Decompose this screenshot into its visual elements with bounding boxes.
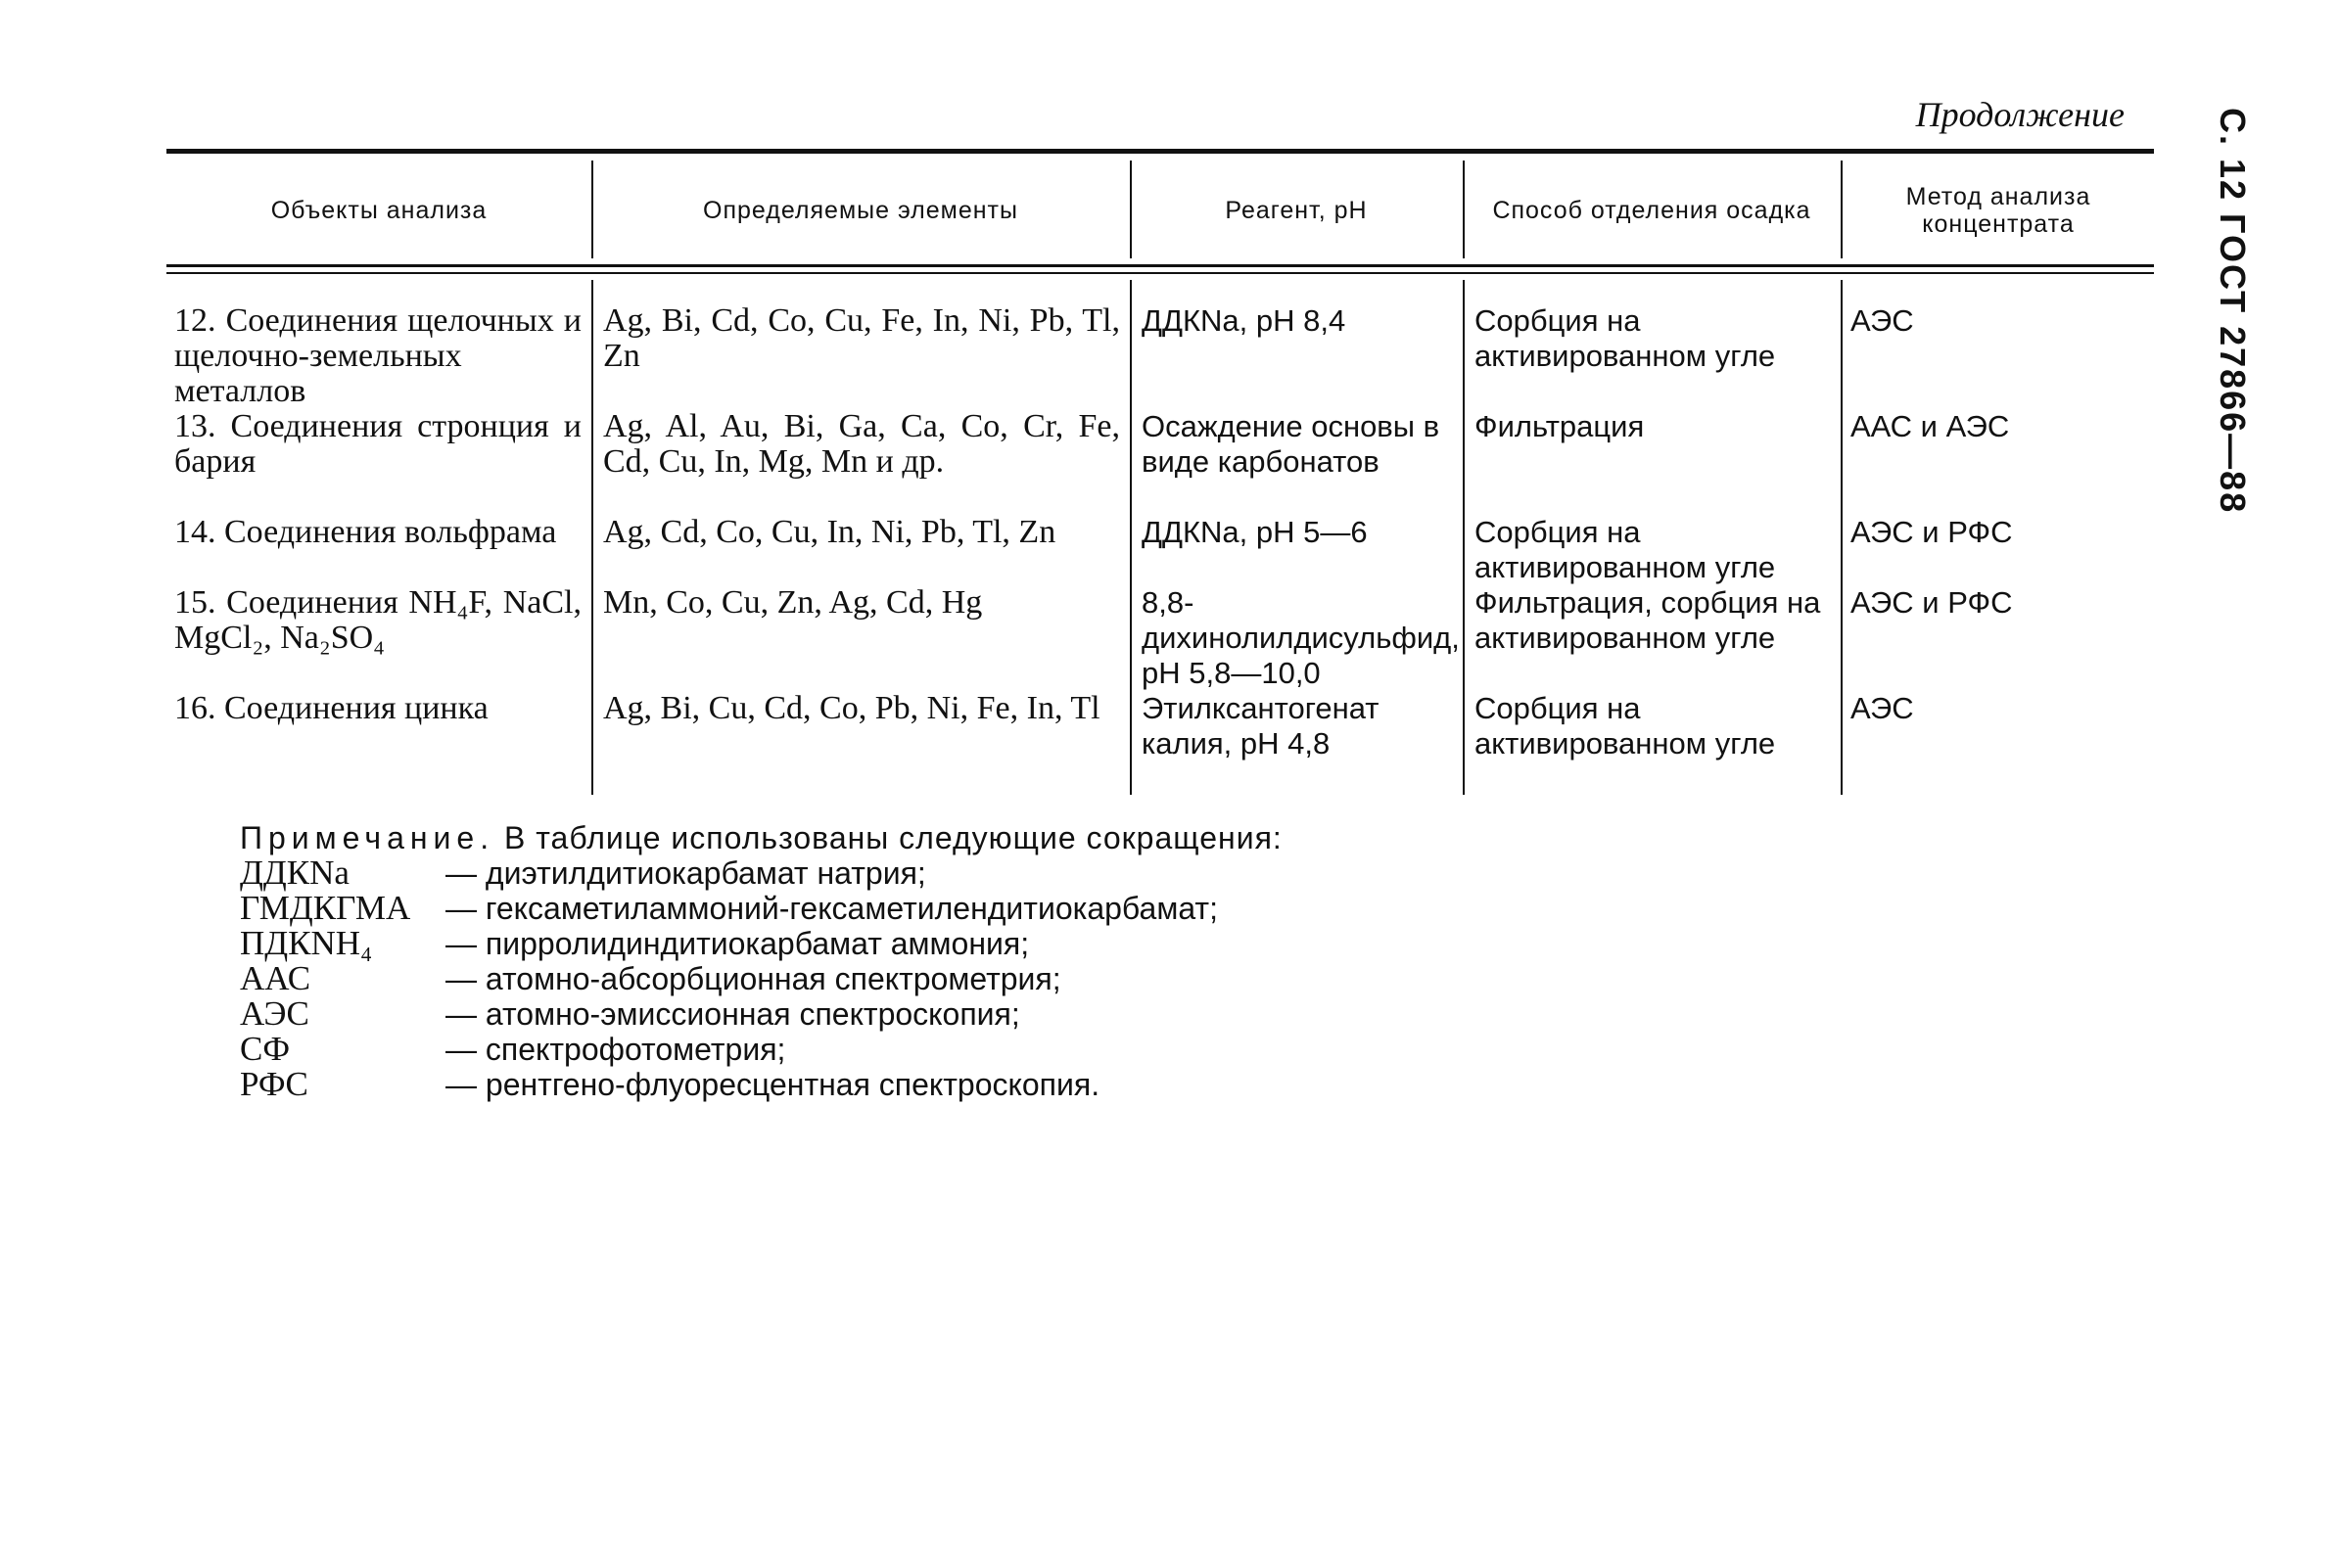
column-divider-2-body (1130, 280, 1132, 795)
note-title (240, 820, 1513, 855)
abbreviation-term: ААС (240, 959, 311, 997)
abbreviation-definition: — атомно-эмиссионная спектроскопия; (445, 996, 1020, 1032)
cell-method: АЭС и РФС (1850, 515, 2013, 549)
abbreviation-item (240, 1067, 1513, 1102)
cell-reagent: 8,8-дихинолилдисульфид, pH 5,8—10,0 (1142, 585, 1460, 690)
header-elements: Определяемые элементы (703, 197, 1018, 224)
cell-method: АЭС (1850, 691, 1914, 725)
abbreviation-term: РФС (240, 1065, 308, 1103)
abbreviation-definition: — атомно-абсорбционная спектрометрия; (445, 961, 1061, 996)
abbreviation-term: ДДКNa (240, 853, 350, 892)
cell-object: 15. Соединения NH₄F, NaCl, MgCl₂, Na₂SO₄ (174, 584, 582, 656)
table-top-rule (166, 149, 2154, 154)
cell-separation: Сорбция на активированном угле (1474, 515, 1776, 584)
abbreviation-term: СФ (240, 1030, 290, 1068)
continued-label: Продолжение (1915, 95, 2125, 134)
header-objects: Объекты анализа (270, 197, 488, 224)
header-separation: Способ отделения осадка (1492, 197, 1811, 224)
cell-reagent: Осаждение основы в виде карбонатов (1142, 409, 1440, 479)
cell-elements: Mn, Co, Cu, Zn, Ag, Cd, Hg (603, 584, 983, 621)
header-bottom-rule (166, 264, 2154, 267)
abbreviation-term: ГМДКГМА (240, 889, 411, 927)
header-bottom-rule-2 (166, 272, 2154, 274)
cell-separation: Фильтрация, сорбция на активированном угле (1474, 585, 1821, 655)
abbreviation-item (240, 961, 1513, 996)
note-title-rest: В таблице использованы следующие сокращения: (504, 820, 1283, 855)
cell-method: АЭС и РФС (1850, 585, 2013, 620)
abbreviation-definition: — рентгено-флуоресцентная спектроскопия. (445, 1067, 1100, 1102)
abbreviation-item (240, 1032, 1513, 1067)
abbreviations-note (240, 820, 1513, 1102)
note-title-word: Примечание. (240, 820, 495, 855)
cell-separation: Сорбция на активированном угле (1474, 303, 1776, 373)
cell-reagent: ДДКNa, pH 5—6 (1142, 515, 1368, 549)
header-method: Метод анализа концентрата (1905, 183, 2091, 238)
abbreviation-definition: — пирролидиндитиокарбамат аммония; (445, 926, 1030, 961)
cell-reagent: Этилксантогенат калия, pH 4,8 (1142, 691, 1379, 761)
abbreviation-item (240, 855, 1513, 891)
cell-elements: Ag, Al, Au, Bi, Ga, Ca, Co, Cr, Fe, Cd, Cu, In, Mg, Mn и др. (603, 408, 1120, 480)
page-number-standard-label: С. 12 ГОСТ 27866—88 (2213, 108, 2253, 515)
cell-elements: Ag, Bi, Cd, Co, Cu, Fe, In, Ni, Pb, Tl, Zn (603, 302, 1120, 374)
column-divider-3-body (1463, 280, 1465, 795)
cell-object: 13. Соединения стронция и бария (174, 408, 582, 480)
cell-object: 12. Соединения щелочных и щелочно-земельных металлов (174, 302, 582, 409)
abbreviation-definition: — спектрофотометрия; (445, 1032, 786, 1067)
cell-object: 14. Соединения вольфрама (174, 514, 557, 550)
cell-object: 16. Соединения цинка (174, 690, 489, 726)
abbreviation-item (240, 891, 1513, 926)
abbreviation-item (240, 926, 1513, 961)
cell-separation: Сорбция на активированном угле (1474, 691, 1776, 761)
cell-separation: Фильтрация (1474, 409, 1645, 443)
abbreviation-definition: — гексаметиламмоний-гексаметилендитиокарбамат; (445, 891, 1218, 926)
abbreviation-item (240, 996, 1513, 1032)
abbreviation-definition: — диэтилдитиокарбамат натрия; (445, 855, 926, 891)
cell-elements: Ag, Bi, Cu, Cd, Co, Pb, Ni, Fe, In, Tl (603, 690, 1100, 726)
cell-elements: Ag, Cd, Co, Cu, In, Ni, Pb, Tl, Zn (603, 514, 1056, 550)
header-reagent: Реагент, pH (1225, 197, 1368, 224)
column-divider-4-body (1841, 280, 1843, 795)
cell-reagent: ДДКNa, pH 8,4 (1142, 303, 1346, 338)
cell-method: ААС и АЭС (1850, 409, 2010, 443)
abbreviation-term: ПДКNH₄ (240, 924, 373, 962)
column-divider-1-body (591, 280, 593, 795)
abbreviation-term: АЭС (240, 994, 309, 1033)
cell-method: АЭС (1850, 303, 1914, 338)
